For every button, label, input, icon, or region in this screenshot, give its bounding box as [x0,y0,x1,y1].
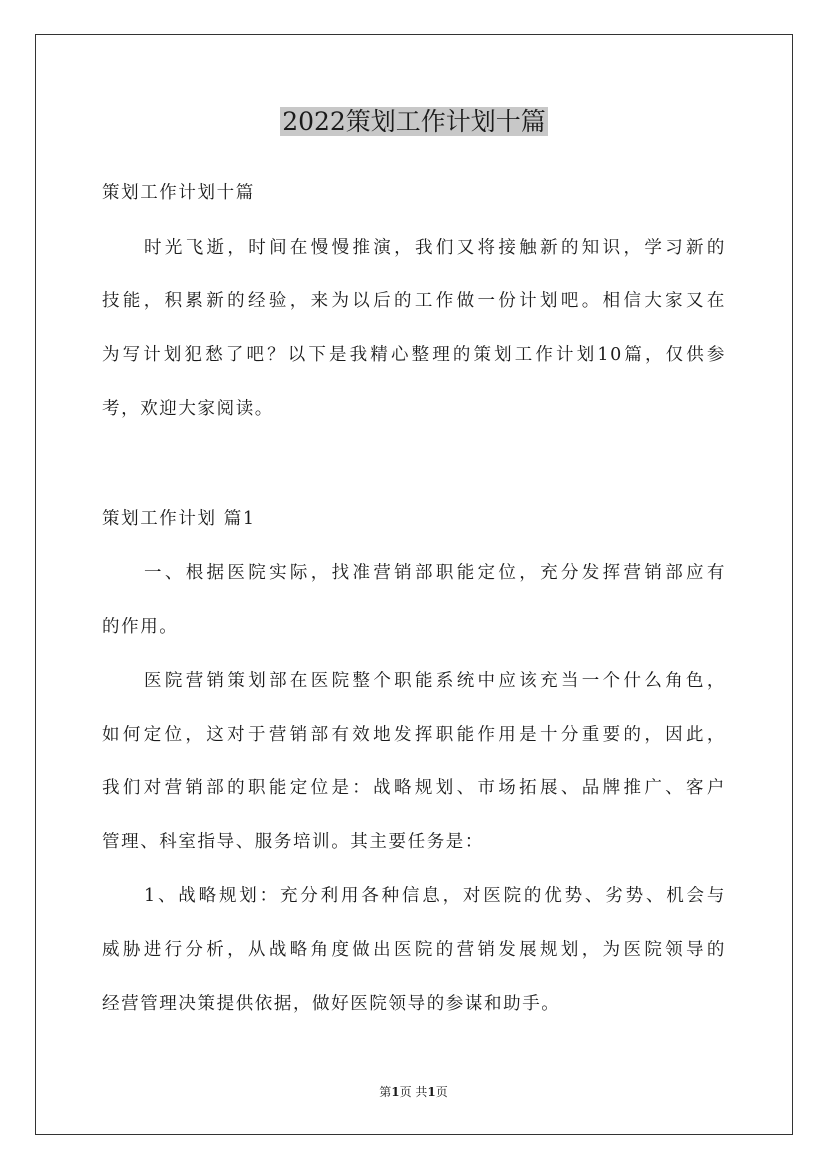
paragraph-line: 医院营销策划部在医院整个职能系统中应该充当一个什么角色， [144,671,726,691]
paragraph-line: 我们对营销部的职能定位是：战略规划、市场拓展、品牌推广、客户 [102,778,726,798]
document-title-text: 2022策划工作计划十篇 [282,107,546,136]
paragraph-line: 1、战略规划：充分利用各种信息，对医院的优势、劣势、机会与 [144,886,726,906]
section-heading: 策划工作计划 篇1 [102,509,256,529]
footer-prefix: 第 [379,1085,392,1099]
footer-page-total: 1 [427,1085,436,1099]
paragraph-line: 一、根据医院实际，找准营销部职能定位，充分发挥营销部应有 [144,563,726,583]
footer-mid: 页 共 [399,1085,428,1099]
paragraph-line: 时光飞逝，时间在慢慢推演，我们又将接触新的知识，学习新的 [144,238,726,258]
paragraph-line: 如何定位，这对于营销部有效地发挥职能作用是十分重要的，因此， [102,725,726,745]
paragraph-line: 技能，积累新的经验，来为以后的工作做一份计划吧。相信大家又在 [102,291,726,311]
paragraph-line: 经营管理决策提供依据，做好医院领导的参谋和助手。 [102,994,561,1014]
document-title [102,102,726,142]
paragraph-line: 威胁进行分析，从战略角度做出医院的营销发展规划，为医院领导的 [102,940,726,960]
section-heading: 策划工作计划十篇 [102,183,255,203]
paragraph-line: 管理、科室指导、服务培训。其主要任务是： [102,832,484,852]
page-footer [0,1084,827,1100]
paragraph-line: 为写计划犯愁了吧？以下是我精心整理的策划工作计划10篇，仅供参 [102,345,726,365]
footer-page-number: 1 [391,1085,400,1099]
paragraph-line: 的作用。 [102,617,179,637]
footer-suffix: 页 [435,1085,448,1099]
paragraph-line: 考，欢迎大家阅读。 [102,399,274,419]
